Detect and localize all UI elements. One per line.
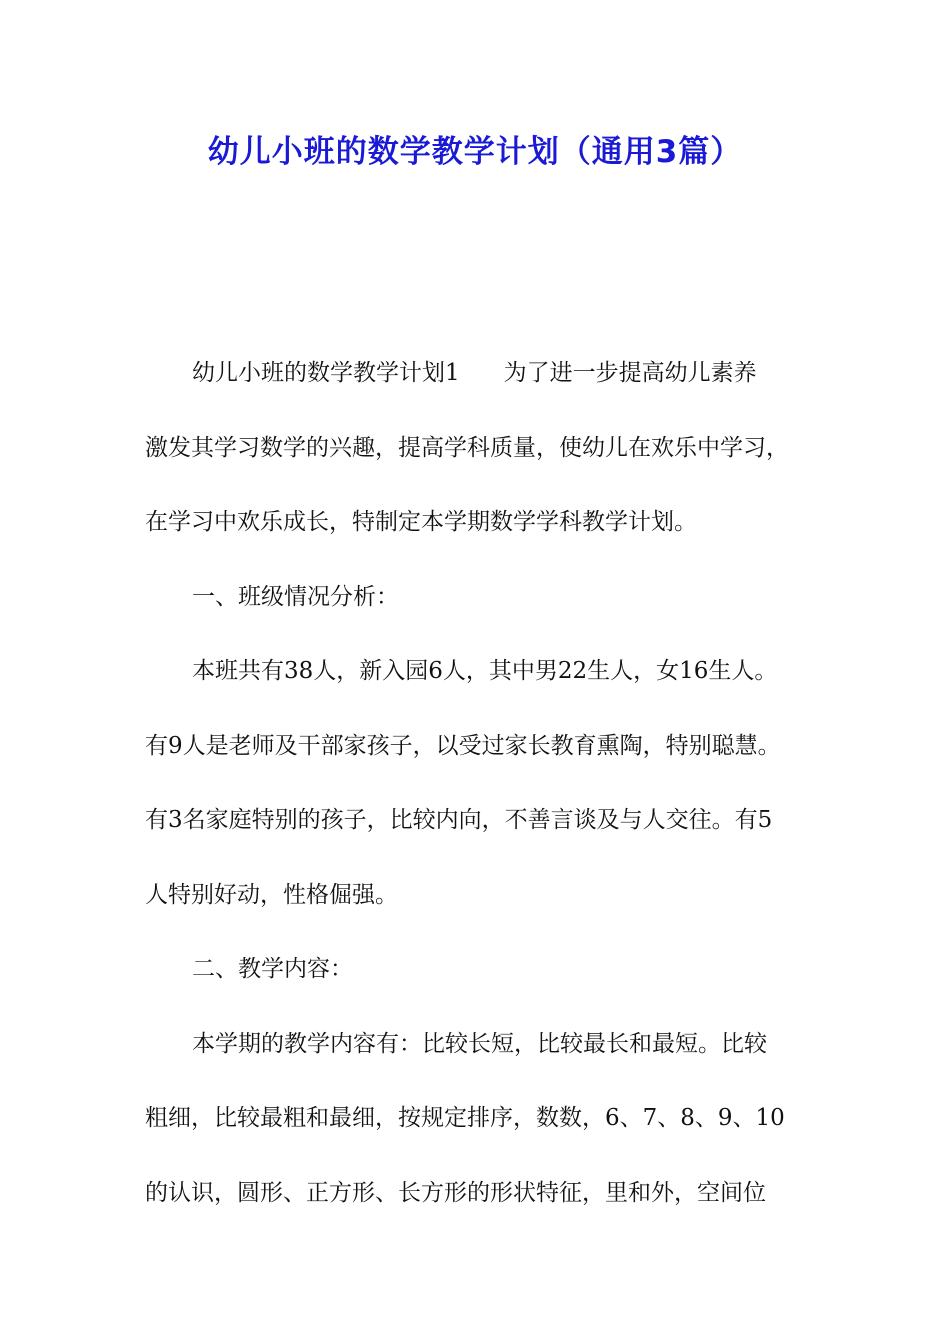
body-line-8: 人特别好动，性格倔强。 [145,881,398,908]
body-line-6: 有9人是老师及干部家孩子，以受过家长教育熏陶，特别聪慧。 [145,732,781,759]
body-line-7: 有3名家庭特别的孩子，比较内向，不善言谈及与人交往。有5 [145,807,773,833]
document-title: 幼儿小班的数学教学计划（通用3篇） [207,134,743,170]
section-heading-plan-1: 幼儿小班的数学教学计划1 [192,360,460,386]
body-line-12: 的认识，圆形、正方形、长方形的形状特征，里和外，空间位 [145,1179,766,1206]
document-body [145,336,825,1230]
section-heading-teaching-content: 二、教学内容： [192,956,353,982]
body-line-2: 激发其学习数学的兴趣，提高学科质量，使幼儿在欢乐中学习， [145,434,789,461]
body-line-3: 在学习中欢乐成长，特制定本学期数学学科教学计划。 [145,509,697,535]
section-heading-class-analysis: 一、班级情况分析： [192,583,399,610]
body-line-5: 本班共有38人，新入园6人，其中男22生人，女16生人。 [192,658,778,684]
body-line-10: 本学期的教学内容有：比较长短，比较最长和最短。比较 [192,1030,767,1057]
body-line-1-text: 为了进一步提高幼儿素养 [503,360,757,386]
body-line-1 [145,336,825,411]
body-line-11: 粗细，比较最粗和最细，按规定排序，数数，6、7、8、9、10 [145,1105,785,1131]
